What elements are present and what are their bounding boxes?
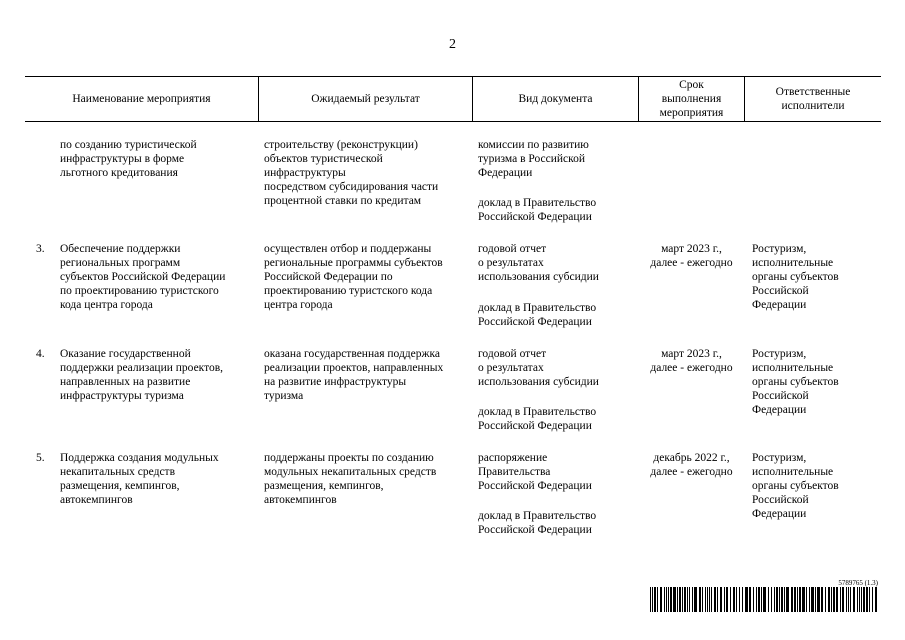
row-responsible: Ростуризм, исполнительные органы субъектов Российской Федерации bbox=[752, 452, 839, 520]
barcode-bar bbox=[781, 587, 783, 612]
barcode-bar bbox=[853, 587, 855, 612]
barcode-bar bbox=[817, 587, 820, 612]
row-doc: распоряжение Правительства Российской Федерации bbox=[478, 452, 592, 492]
header-deadline: Срок выполнения мероприятия bbox=[659, 79, 724, 119]
row-result: осуществлен отбор и поддержаны региональные программы субъектов Российской Федерации по проектированию туристского кода центра города bbox=[264, 243, 443, 311]
barcode-bar bbox=[692, 587, 693, 612]
barcode-bar bbox=[768, 587, 769, 612]
barcode-bar bbox=[763, 587, 766, 612]
barcode-bar bbox=[652, 587, 653, 612]
barcode-bar bbox=[811, 587, 814, 612]
barcode-bar bbox=[859, 587, 860, 612]
barcode-bar bbox=[666, 587, 667, 612]
row-deadline: март 2023 г., далее - ежегодно bbox=[650, 243, 733, 269]
barcode-bar bbox=[742, 587, 743, 612]
barcode-bar bbox=[806, 587, 807, 612]
row-deadline: декабрь 2022 г., далее - ежегодно bbox=[650, 452, 733, 478]
barcode-bar bbox=[753, 587, 754, 612]
row-name: Поддержка создания модульных некапитальных средств размещения, кемпингов, автокемпингов bbox=[60, 452, 219, 506]
header-doc: Вид документа bbox=[518, 93, 593, 105]
barcode-bar bbox=[872, 587, 873, 612]
barcode-bar bbox=[668, 587, 669, 612]
barcode-bar bbox=[673, 587, 676, 612]
barcode-bar bbox=[797, 587, 798, 612]
barcode-bar bbox=[733, 587, 735, 612]
barcode-bar bbox=[724, 587, 725, 612]
row-responsible: Ростуризм, исполнительные органы субъектов Российской Федерации bbox=[752, 243, 839, 311]
barcode-bar bbox=[799, 587, 801, 612]
barcode-bar bbox=[694, 587, 697, 612]
row-number: 3. bbox=[36, 243, 45, 255]
row-name: Оказание государственной поддержки реализации проектов, направленных на развитие инфраструктуры туризма bbox=[60, 348, 224, 402]
barcode-bar bbox=[702, 587, 703, 612]
row-doc: годовой отчет о результатах использования субсидии bbox=[478, 348, 599, 388]
barcode-bar bbox=[749, 587, 751, 612]
barcode-bar bbox=[684, 587, 686, 612]
barcode-bar bbox=[650, 587, 651, 612]
barcode-bar bbox=[761, 587, 762, 612]
barcode-bar bbox=[677, 587, 678, 612]
row-doc: годовой отчет о результатах использования субсидии bbox=[478, 243, 599, 283]
barcode-bar bbox=[709, 587, 710, 612]
barcode-bar bbox=[756, 587, 757, 612]
barcode-bar bbox=[717, 587, 718, 612]
row-result: строительству (реконструкции) объектов туристической инфраструктуры посредством субсидирования части процентной ставки по кредитам bbox=[264, 139, 439, 207]
barcode-bar bbox=[714, 587, 716, 612]
barcode-bar bbox=[739, 587, 740, 612]
barcode-bar bbox=[842, 587, 844, 612]
barcode-bar bbox=[730, 587, 731, 612]
barcode-bar bbox=[821, 587, 823, 612]
row-responsible: Ростуризм, исполнительные органы субъектов Российской Федерации bbox=[752, 348, 839, 416]
barcode-bar bbox=[802, 587, 805, 612]
row-doc: доклад в Правительство Российской Федерации bbox=[478, 406, 597, 432]
barcode-bar bbox=[815, 587, 816, 612]
row-name: по созданию туристической инфраструктуры в форме льготного кредитования bbox=[60, 139, 197, 179]
barcode-bar bbox=[828, 587, 830, 612]
row-doc: доклад в Правительство Российской Федерации bbox=[478, 510, 597, 536]
barcode-bar bbox=[745, 587, 748, 612]
barcode-bar bbox=[776, 587, 778, 612]
header-name: Наименование мероприятия bbox=[72, 93, 211, 105]
barcode-bar bbox=[679, 587, 681, 612]
barcode-bar bbox=[869, 587, 870, 612]
barcode-bar bbox=[825, 587, 826, 612]
row-number: 5. bbox=[36, 452, 45, 464]
barcode-bar bbox=[758, 587, 760, 612]
barcode-bar bbox=[664, 587, 665, 612]
barcode-number: 5789765 (1.3) bbox=[838, 579, 878, 587]
row-number: 4. bbox=[36, 348, 45, 360]
barcode-bar bbox=[707, 587, 708, 612]
barcode-bar bbox=[726, 587, 728, 612]
barcode-bar bbox=[840, 587, 841, 612]
header-responsible: Ответственные исполнители bbox=[775, 86, 851, 112]
barcode-bar bbox=[779, 587, 780, 612]
barcode-bar bbox=[833, 587, 835, 612]
barcode-bar bbox=[831, 587, 832, 612]
barcode-bar bbox=[699, 587, 701, 612]
header-result: Ожидаемый результат bbox=[311, 93, 420, 105]
barcode-bar bbox=[689, 587, 690, 612]
barcode-bar bbox=[660, 587, 662, 612]
barcode-bar bbox=[705, 587, 706, 612]
barcode-bar bbox=[848, 587, 849, 612]
row-result: оказана государственная поддержка реализации проектов, направленных на развитие инфраструктуры туризма bbox=[264, 348, 444, 402]
row-deadline: март 2023 г., далее - ежегодно bbox=[650, 348, 733, 374]
barcode-bar bbox=[711, 587, 712, 612]
barcode-bar bbox=[657, 587, 658, 612]
page-number: 2 bbox=[449, 37, 456, 52]
barcode-bar bbox=[866, 587, 868, 612]
barcode-bar bbox=[809, 587, 810, 612]
barcode-bar bbox=[850, 587, 851, 612]
barcode-bar bbox=[771, 587, 772, 612]
barcode-bar bbox=[791, 587, 793, 612]
row-name: Обеспечение поддержки региональных программ субъектов Российской Федерации по проектированию туристского кода центра города bbox=[60, 243, 226, 311]
barcode-bar bbox=[846, 587, 847, 612]
barcode-bar bbox=[736, 587, 737, 612]
barcode-bar bbox=[784, 587, 785, 612]
barcode-bar bbox=[857, 587, 858, 612]
row-doc: доклад в Правительство Российской Федерации bbox=[478, 302, 597, 328]
row-doc: доклад в Правительство Российской Федерации bbox=[478, 197, 597, 223]
barcode-bar bbox=[670, 587, 672, 612]
barcode-bar bbox=[687, 587, 688, 612]
barcode-bar bbox=[794, 587, 796, 612]
barcode-bar bbox=[774, 587, 775, 612]
barcode-image bbox=[650, 587, 878, 612]
barcode-bar bbox=[654, 587, 656, 612]
barcode-bar bbox=[836, 587, 838, 612]
barcode-bar bbox=[682, 587, 683, 612]
row-result: поддержаны проекты по созданию модульных некапитальных средств размещения, кемпингов, автокемпингов bbox=[264, 452, 437, 506]
row-doc: комиссии по развитию туризма в Российской Федерации bbox=[478, 139, 589, 179]
barcode-bar bbox=[786, 587, 789, 612]
barcode-bar bbox=[861, 587, 862, 612]
barcode-bar bbox=[863, 587, 865, 612]
barcode-bar bbox=[875, 587, 877, 612]
barcode-bar bbox=[720, 587, 722, 612]
